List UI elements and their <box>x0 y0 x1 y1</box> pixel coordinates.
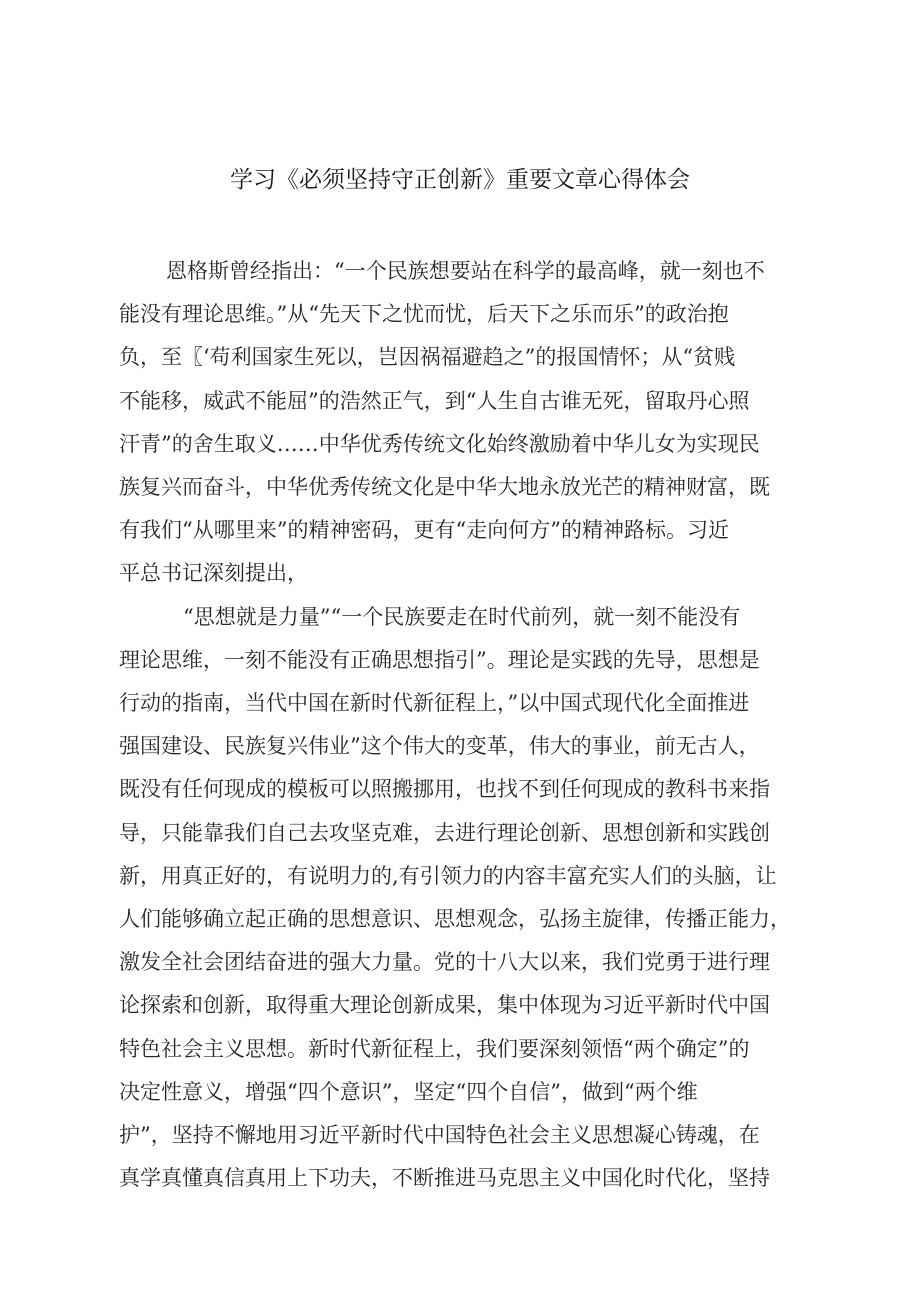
line-text: 恩格斯曾经指出：“一个民族想要站在科学的最高峰，就一刻也不 <box>166 259 765 283</box>
paragraph-line <box>0 553 920 593</box>
paragraph-line <box>0 942 920 982</box>
line-text: 决定性意义，增强“四个意识”，坚定“四个自信”，做到“两个维 <box>119 1080 698 1104</box>
paragraph-line <box>0 813 920 853</box>
line-text: 不能移，威武不能屈”的浩然正气，到“人生自古谁无死，留取丹心照 <box>119 389 750 413</box>
line-text: 强国建设、民族复兴伟业”这个伟大的变革，伟大的事业，前无古人， <box>119 734 760 758</box>
line-text: 既没有任何现成的模板可以照搬挪用，也找不到任何现成的教科书来指 <box>119 777 770 801</box>
line-text: 理论思维，一刻不能没有正确思想指引”。理论是实践的先导，思想是 <box>119 648 760 672</box>
paragraph-line <box>0 1029 920 1069</box>
line-text: 有我们“从哪里来”的精神密码，更有“走向何方”的精神路标。习近 <box>119 518 729 542</box>
line-text: 激发全社会团结奋进的强大力量。党的十八大以来，我们党勇于进行理 <box>119 950 770 974</box>
paragraph-line <box>0 294 920 334</box>
line-text: 能没有理论思维。”从“先天下之忧而忧，后天下之乐而乐”的政治抱 <box>119 302 729 326</box>
line-text: 真学真懂真信真用上下功夫，不断推进马克思主义中国化时代化，坚持 <box>119 1166 770 1190</box>
paragraph-line <box>0 381 920 421</box>
paragraph-line <box>0 337 920 377</box>
paragraph-line <box>0 467 920 507</box>
line-text: 护”，坚持不懈地用习近平新时代中国特色社会主义思想凝心铸魂，在 <box>119 1123 760 1147</box>
line-text: 行动的指南，当代中国在新时代新征程上，”以中国式现代化全面推进 <box>119 691 750 715</box>
paragraph-line <box>0 683 920 723</box>
line-text: 特色社会主义思想。新时代新征程上，我们要深刻领悟“两个确定”的 <box>119 1037 750 1061</box>
paragraph-line <box>0 726 920 766</box>
paragraph-line <box>0 1072 920 1112</box>
paragraph-line <box>0 899 920 939</box>
paragraph-line <box>0 1115 920 1155</box>
paragraph-line <box>0 424 920 464</box>
paragraph-line <box>0 251 920 291</box>
paragraph-line <box>0 1158 920 1198</box>
paragraph-line <box>0 769 920 809</box>
line-text: 论探索和创新，取得重大理论创新成果，集中体现为习近平新时代中国 <box>119 993 770 1017</box>
line-text: 人们能够确立起正确的思想意识、思想观念，弘扬主旋律，传播正能力， <box>119 907 791 931</box>
line-text: 族复兴而奋斗，中华优秀传统文化是中华大地永放光芒的精神财富，既 <box>119 475 770 499</box>
line-text: “思想就是力量”“一个民族要走在时代前列，就一刻不能没有 <box>183 605 741 629</box>
paragraph-line <box>0 510 920 550</box>
paragraph-line <box>0 856 920 896</box>
document-title: 学习《必须坚持守正创新》重要文章心得体会 <box>230 167 690 193</box>
paragraph-line <box>0 985 920 1025</box>
paragraph-line <box>0 640 920 680</box>
line-text: 负，至〖‘苟利国家生死以，岂因祸福避趋之”的报国情怀；从“贫贱 <box>119 345 736 369</box>
paragraph-line <box>0 597 920 637</box>
line-text: 导，只能靠我们自己去攻坚克难，去进行理论创新、思想创新和实践创 <box>119 821 770 845</box>
line-text: 汗青”的舍生取义……中华优秀传统文化始终激励着中华儿女为实现民 <box>119 432 760 456</box>
line-text: 平总书记深刻提出， <box>119 561 308 585</box>
line-text: 新，用真正好的，有说明力的,有引领力的内容丰富充实人们的头脑，让 <box>119 864 777 888</box>
